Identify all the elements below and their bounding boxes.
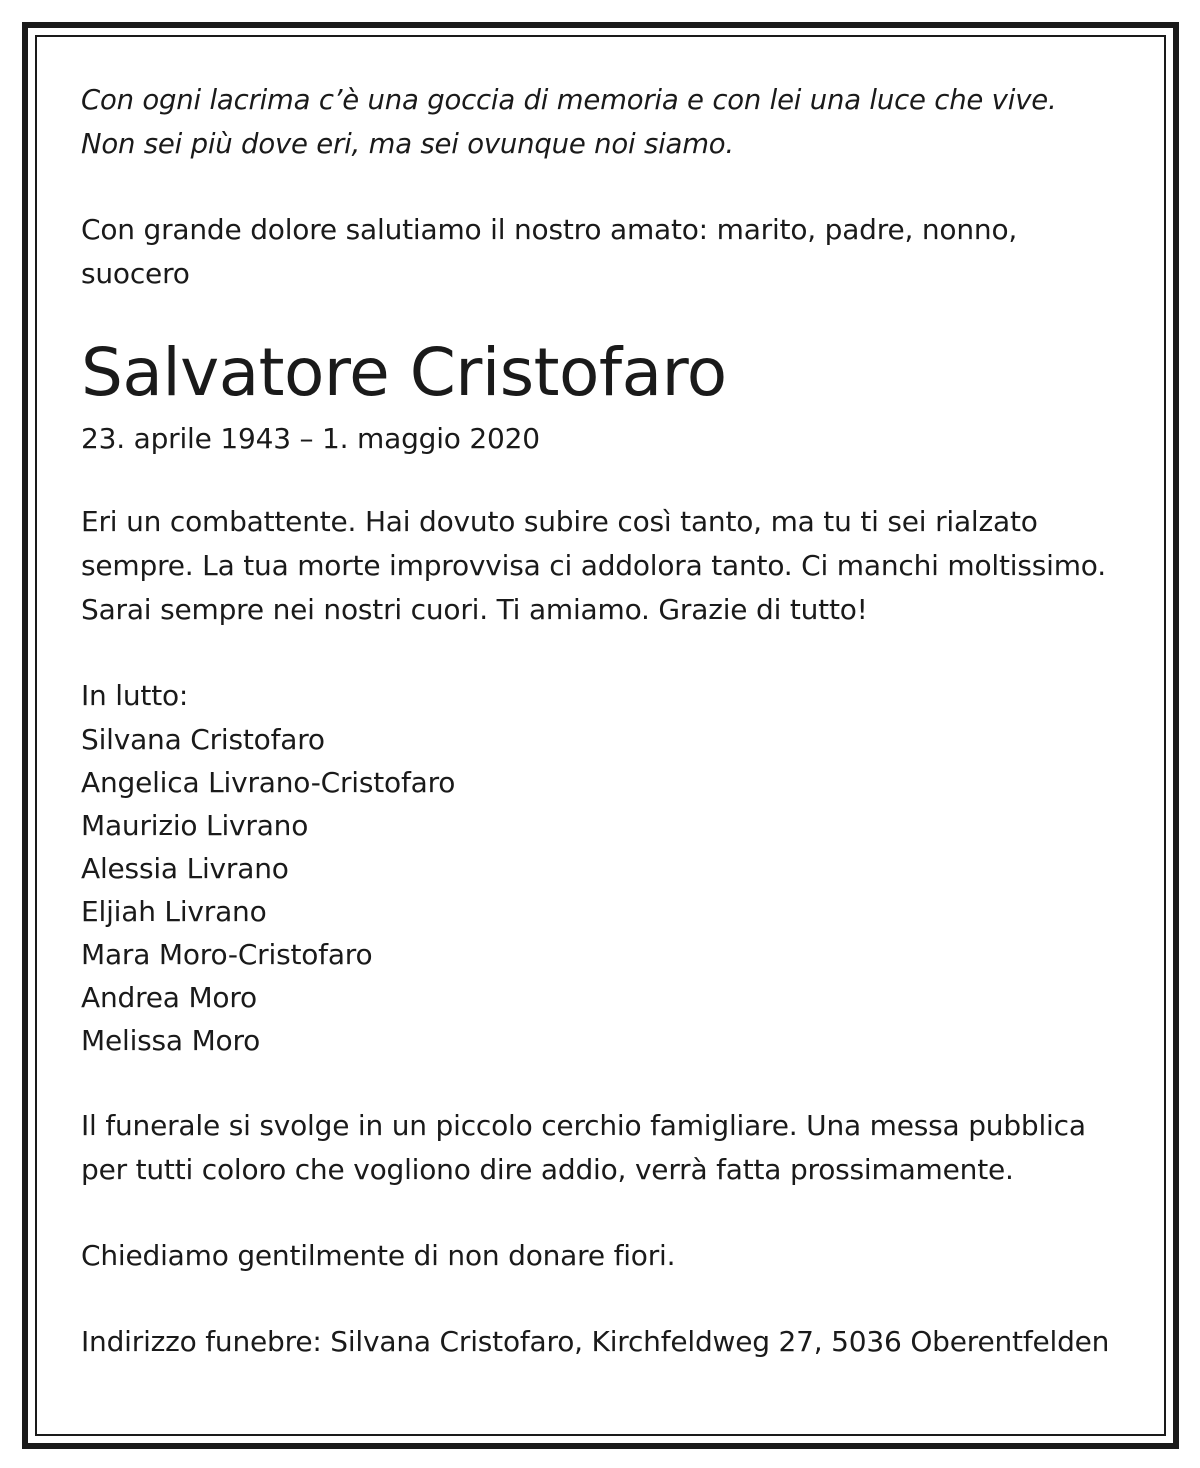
funeral-line: per tutti coloro che vogliono dire addio, verrà fatta prossimamente.: [81, 1153, 1014, 1186]
funeral-info: [81, 1104, 1141, 1192]
quote-line: Non sei più dove eri, ma sei ovunque noi siamo.: [81, 128, 734, 160]
greeting-line: Con grande dolore salutiamo il nostro amato: marito, padre, nonno,: [81, 213, 1018, 246]
greeting-line: suocero: [81, 257, 190, 290]
flowers-note: Chiediamo gentilmente di non donare fiori.: [81, 1239, 676, 1272]
obituary-content: [81, 78, 1141, 1364]
quote-line: Con ogni lacrima c’è una goccia di memoria e con lei una luce che vive.: [81, 84, 1057, 116]
mourner-name: Alessia Livrano: [81, 852, 289, 885]
mourner-name: Maurizio Livrano: [81, 809, 309, 842]
life-dates: 23. aprile 1943 – 1. maggio 2020: [81, 422, 540, 455]
mourner-name: Andrea Moro: [81, 981, 257, 1014]
mourner-name: Eljiah Livrano: [81, 895, 267, 928]
message-line: Eri un combattente. Hai dovuto subire così tanto, ma tu ti sei rialzato: [81, 505, 1038, 538]
mourner-name: Angelica Livrano-Cristofaro: [81, 766, 456, 799]
mourner-name: Silvana Cristofaro: [81, 723, 325, 756]
mourners-section: [81, 674, 1141, 1062]
memorial-quote: [81, 78, 1141, 166]
funeral-line: Il funerale si svolge in un piccolo cerchio famigliare. Una messa pubblica: [81, 1109, 1086, 1142]
funeral-address: Indirizzo funebre: Silvana Cristofaro, Kirchfeldweg 27, 5036 Oberentfelden: [81, 1325, 1110, 1358]
greeting-paragraph: [81, 208, 1141, 296]
mourners-list: [81, 718, 1141, 1062]
mourners-heading: In lutto:: [81, 679, 189, 712]
message-line: sempre. La tua morte improvvisa ci addolora tanto. Ci manchi moltissimo.: [81, 549, 1106, 582]
mourner-name: Melissa Moro: [81, 1024, 261, 1057]
deceased-name: Salvatore Cristofaro: [81, 334, 727, 411]
farewell-message: [81, 500, 1141, 632]
message-line: Sarai sempre nei nostri cuori. Ti amiamo. Grazie di tutto!: [81, 593, 868, 626]
mourner-name: Mara Moro-Cristofaro: [81, 938, 373, 971]
